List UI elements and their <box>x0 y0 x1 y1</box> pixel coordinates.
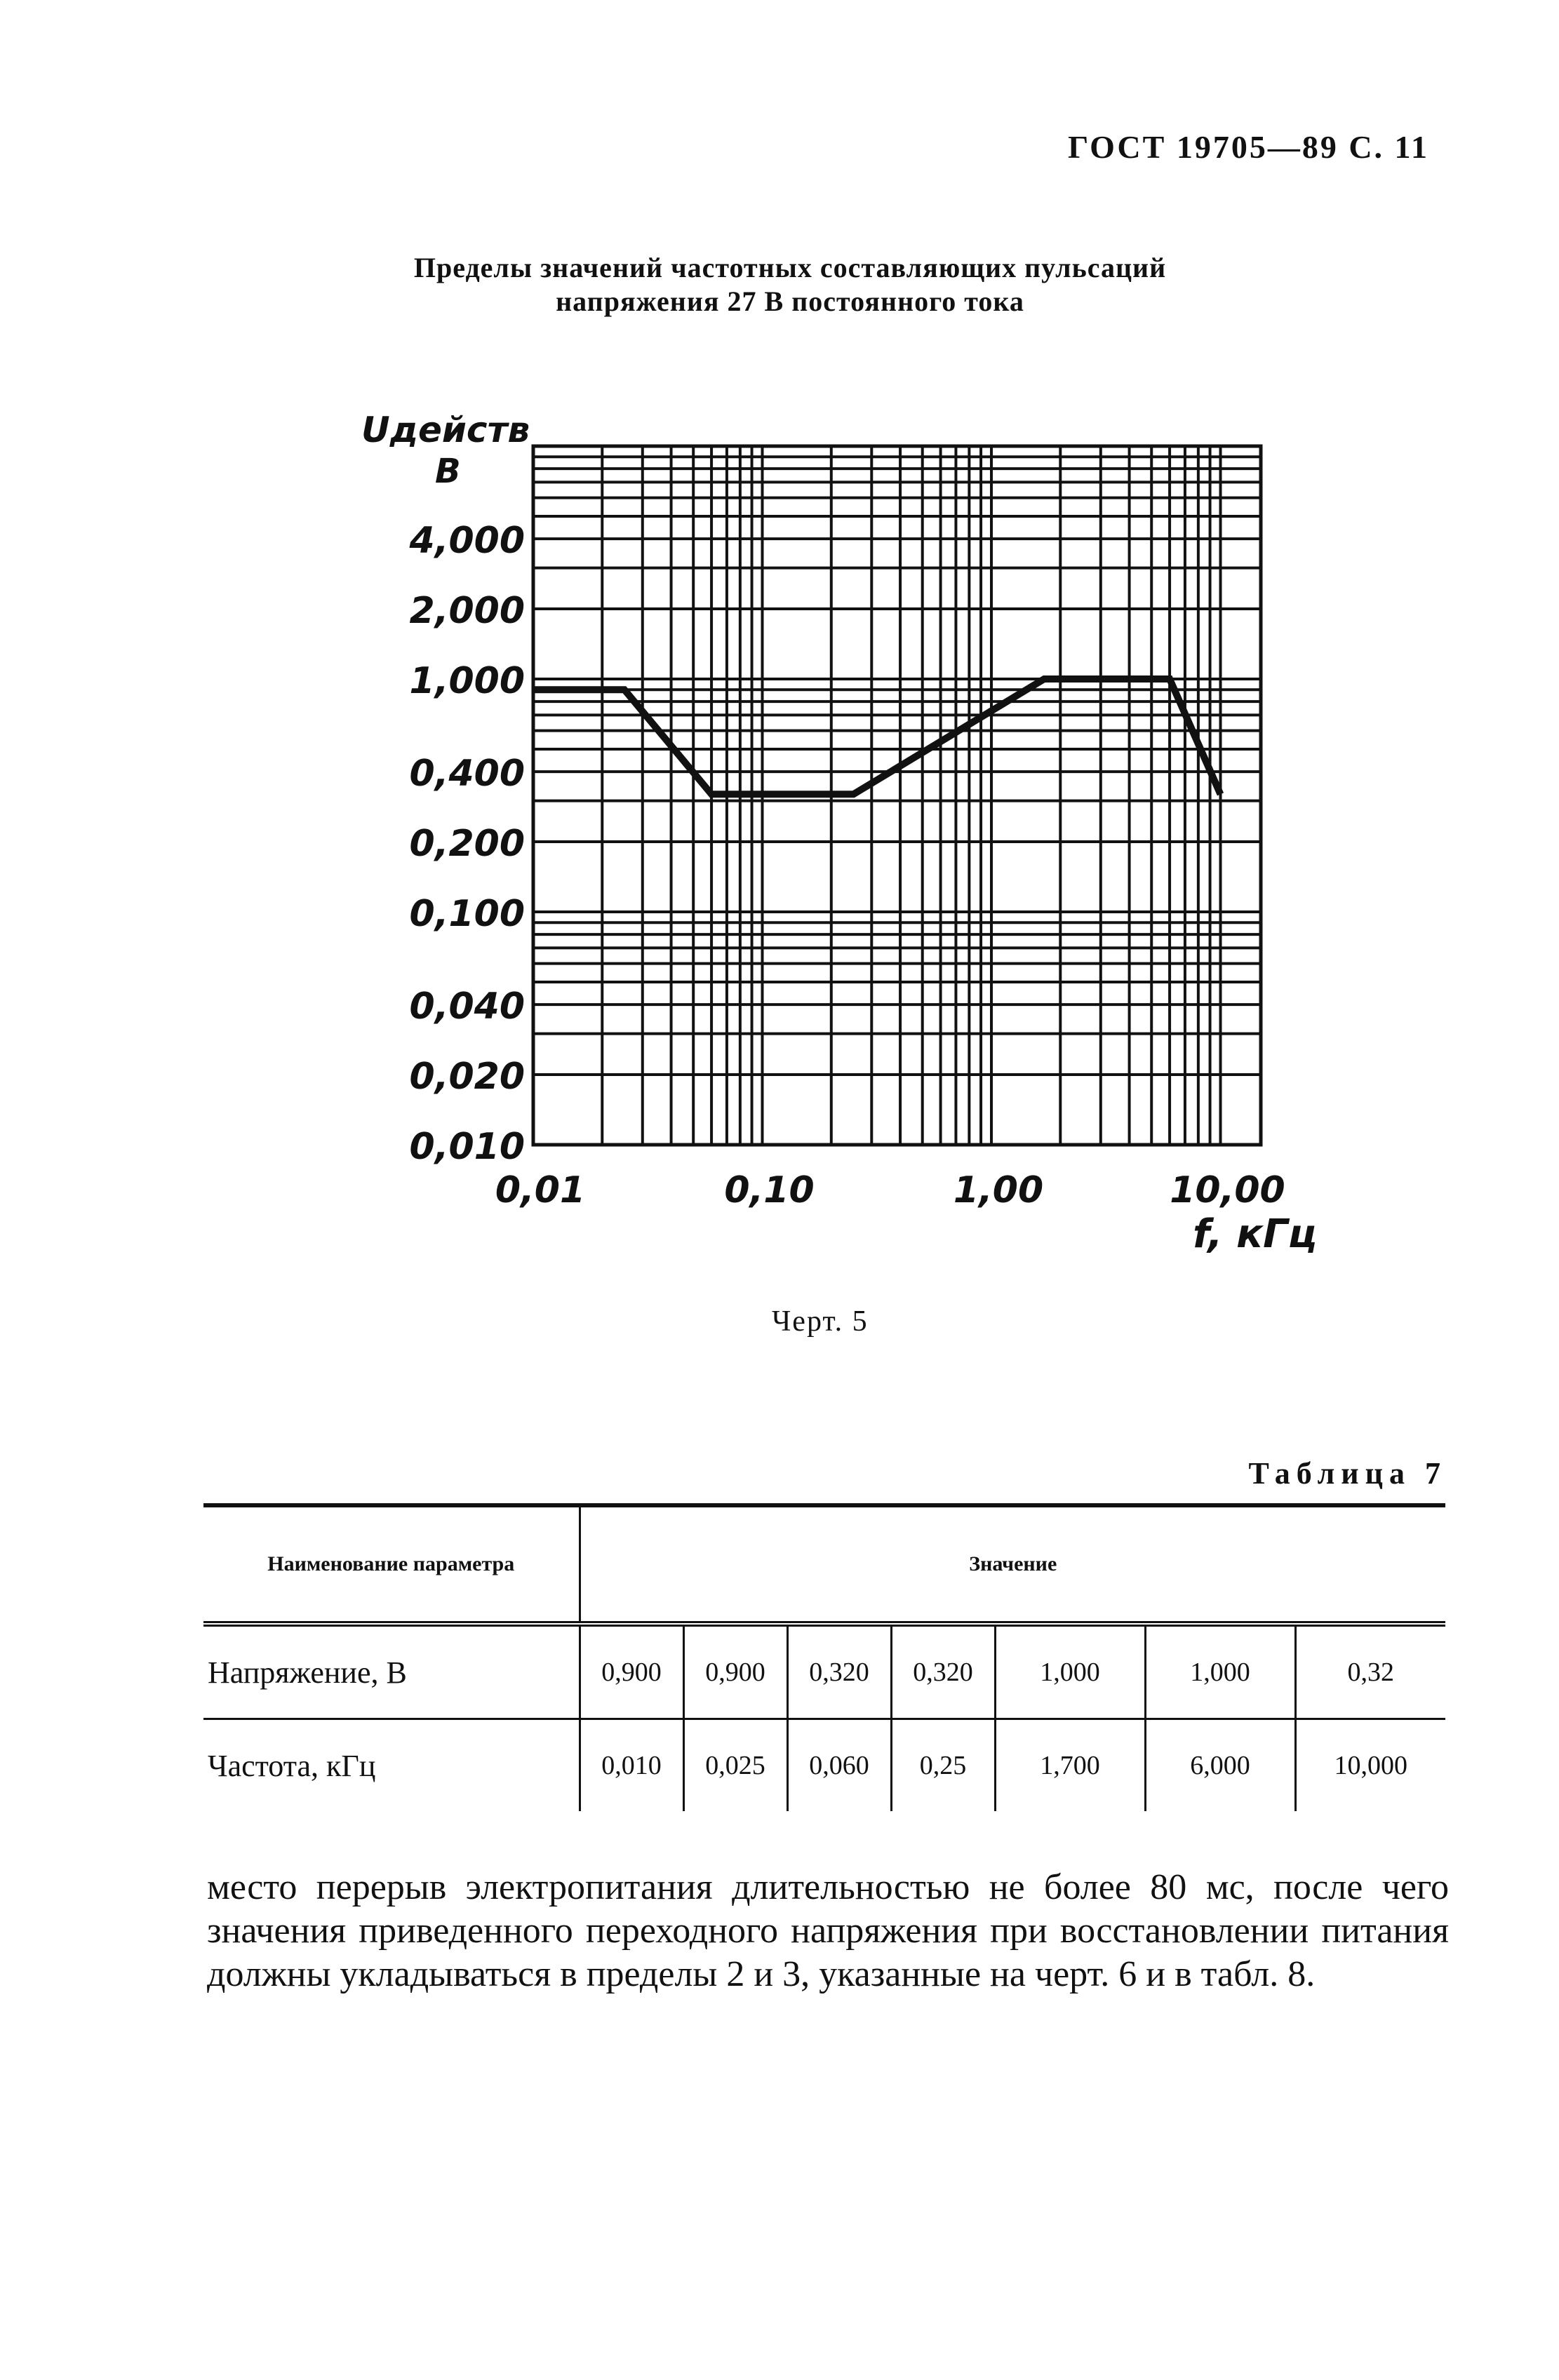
y-tick-label: 1,000 <box>409 660 525 702</box>
chart-title-line-1: Пределы значений частотных составляющих пульсаций <box>413 252 1167 283</box>
table-cell: 10,000 <box>1295 1719 1445 1812</box>
y-tick-label: 0,010 <box>409 1126 525 1168</box>
y-tick-label: 2,000 <box>409 590 525 633</box>
y-tick-label: 0,200 <box>409 823 525 866</box>
table-cell: 0,25 <box>891 1719 995 1812</box>
column-header-value: Значение <box>969 1552 1057 1575</box>
y-tick-label: 0,040 <box>409 986 525 1028</box>
row-label-frequency: Частота, кГц <box>208 1748 376 1783</box>
data-point <box>852 793 854 795</box>
figure-caption: Черт. 5 <box>772 1305 869 1338</box>
table-cell: 0,060 <box>787 1719 891 1812</box>
y-axis-label: Uдейств <box>361 410 530 450</box>
y-tick-label: 0,400 <box>409 753 525 795</box>
chart-grid <box>533 446 1261 1145</box>
row-label-voltage: Напряжение, В <box>208 1655 407 1690</box>
page-header: ГОСТ 19705—89 С. 11 <box>1067 129 1429 165</box>
body-paragraph: место перерыв электропитания длительностью не более 80 мс, после чего значения приведенного переходного напряжения при восстановлении питания должны укладываться в пределы 2 и 3, указанные на черт. 6 и в табл. 8. <box>207 1867 1449 1994</box>
x-axis-label: f, кГц <box>1193 1211 1318 1257</box>
y-tick-label: 4,000 <box>409 520 525 563</box>
data-point <box>533 689 534 690</box>
series-line <box>533 679 1221 794</box>
table-row-frequency <box>203 1719 1445 1812</box>
chart-series-layer <box>533 678 1222 795</box>
table-cell: 0,32 <box>1295 1624 1445 1719</box>
table-cell: 6,000 <box>1145 1719 1295 1812</box>
table-cell: 0,320 <box>787 1624 891 1719</box>
y-tick-label: 0,020 <box>409 1056 525 1098</box>
x-tick-label: 0,10 <box>724 1169 815 1211</box>
table-row-voltage <box>203 1624 1445 1719</box>
table-cell: 0,900 <box>683 1624 787 1719</box>
data-point <box>1043 678 1045 680</box>
x-tick-label: 0,01 <box>495 1169 586 1211</box>
table-cell: 1,700 <box>995 1719 1145 1812</box>
data-point <box>1169 678 1170 680</box>
parameters-table <box>203 1503 1445 1811</box>
column-header-name: Наименование параметра <box>203 1505 580 1624</box>
table-cell: 0,010 <box>580 1719 683 1812</box>
data-point <box>711 793 712 795</box>
table-cell: 0,025 <box>683 1719 787 1812</box>
table-header-row <box>203 1505 1445 1624</box>
x-tick-label: 10,00 <box>1170 1169 1285 1211</box>
table-caption: Таблица 7 <box>1248 1456 1447 1491</box>
chart-title-line-2: напряжения 27 В постоянного тока <box>556 285 1024 317</box>
data-point <box>1220 793 1222 795</box>
y-axis-unit: В <box>435 452 461 491</box>
table-cell: 1,000 <box>995 1624 1145 1719</box>
chart-labels <box>361 410 1317 1257</box>
x-tick-label: 1,00 <box>953 1169 1044 1211</box>
table-cell: 0,320 <box>891 1624 995 1719</box>
data-point <box>624 689 625 690</box>
y-tick-label: 0,100 <box>409 893 525 935</box>
table-cell: 0,900 <box>580 1624 683 1719</box>
table-cell: 1,000 <box>1145 1624 1295 1719</box>
